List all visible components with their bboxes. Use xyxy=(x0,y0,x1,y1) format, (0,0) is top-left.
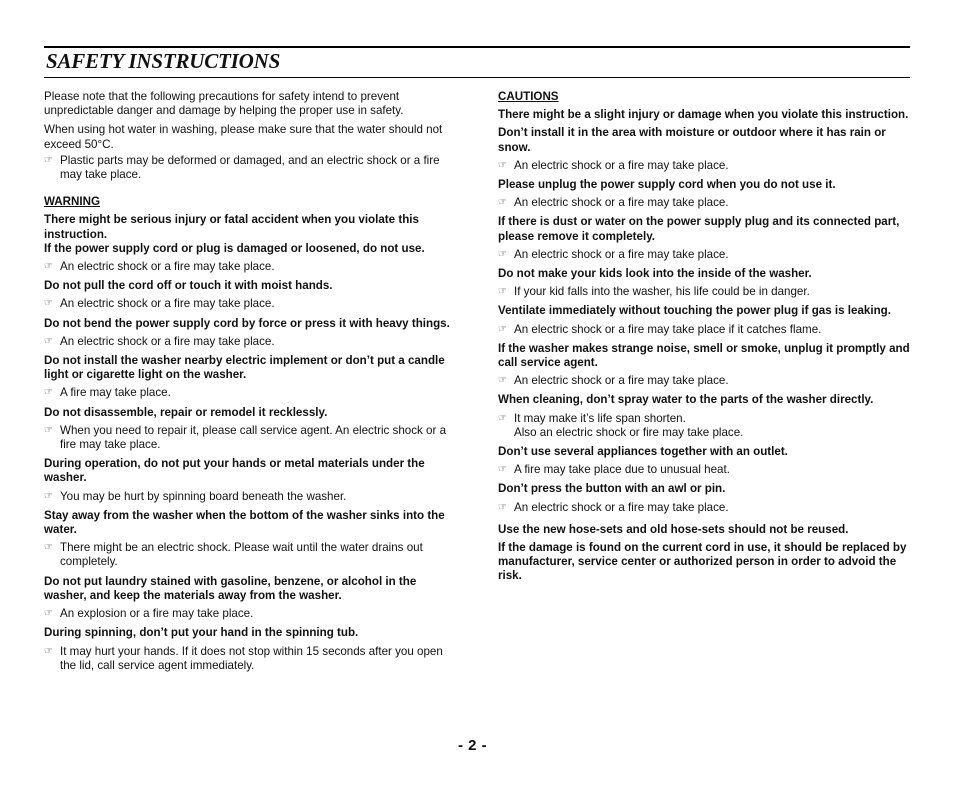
note xyxy=(498,196,912,210)
caution-item-title: Please unplug the power supply cord when you do not use it. xyxy=(498,178,836,192)
note xyxy=(44,260,462,274)
pointing-hand-icon: ☞ xyxy=(498,286,507,298)
warning-item-title: Do not bend the power supply cord by force or press it with heavy things. xyxy=(44,316,450,330)
cautions-subheading: There might be a slight injury or damage when you violate this instruction. xyxy=(498,108,909,122)
warning-subheading: There might be serious injury or fatal accident when you violate this instruction. xyxy=(44,213,419,241)
caution-item-title: Don’t press the button with an awl or pin. xyxy=(498,482,726,496)
note-text xyxy=(514,412,912,440)
caution-item-title: Don’t use several appliances together with an outlet. xyxy=(498,445,788,459)
warning-item-title: If the power supply cord or plug is damaged or loosened, do not use. xyxy=(44,241,425,255)
note-text: You may be hurt by spinning board beneath the washer. xyxy=(60,489,347,503)
note xyxy=(498,501,912,515)
pointing-hand-icon: ☞ xyxy=(44,608,53,620)
note-line: Also an electric shock or fire may take place. xyxy=(514,425,744,439)
note-text: An electric shock or a fire may take place. xyxy=(514,247,729,261)
caution-item-title: When cleaning, don’t spray water to the parts of the washer directly. xyxy=(498,393,874,407)
note xyxy=(44,490,462,504)
hose-sets-notice: Use the new hose-sets and old hose-sets should not be reused. xyxy=(498,522,849,536)
warning-item-title: During spinning, don’t put your hand in the spinning tub. xyxy=(44,626,359,640)
pointing-hand-icon: ☞ xyxy=(498,197,507,209)
pointing-hand-icon: ☞ xyxy=(44,490,53,502)
note xyxy=(44,541,462,569)
pointing-hand-icon: ☞ xyxy=(44,154,53,166)
note xyxy=(44,386,462,400)
cord-replacement-notice: If the damage is found on the current cord in use, it should be replaced by manufacturer, service center or authorized person in order to advoid the risk. xyxy=(498,541,907,583)
warning-item-title: Do not put laundry stained with gasoline, benzene, or alcohol in the washer, and keep the materials away from the washer. xyxy=(44,574,417,602)
note-text: If your kid falls into the washer, his life could be in danger. xyxy=(514,285,810,299)
caution-item-title: Do not make your kids look into the inside of the washer. xyxy=(498,267,812,281)
warning-item-title: During operation, do not put your hands or metal materials under the washer. xyxy=(44,457,425,485)
cautions-heading: CAUTIONS xyxy=(498,90,559,103)
note xyxy=(44,335,462,349)
pointing-hand-icon: ☞ xyxy=(498,501,507,513)
note-text: A fire may take place. xyxy=(60,386,171,400)
note xyxy=(44,645,462,673)
note xyxy=(498,323,912,337)
note-text: An electric shock or a fire may take place if it catches flame. xyxy=(514,322,822,336)
note xyxy=(498,285,912,299)
intro-paragraph: Please note that the following precautions for safety intend to prevent unpredictable danger and damage by helping the proper use in safety. xyxy=(44,90,404,118)
note xyxy=(498,463,912,477)
hot-water-paragraph: When using hot water in washing, please make sure that the water should not exceed 50°C. xyxy=(44,123,443,151)
note xyxy=(498,248,912,262)
caution-item-title: Ventilate immediately without touching the power plug if gas is leaking. xyxy=(498,304,891,318)
pointing-hand-icon: ☞ xyxy=(498,412,507,424)
note xyxy=(44,607,462,621)
note-text: An explosion or a fire may take place. xyxy=(60,607,254,621)
pointing-hand-icon: ☞ xyxy=(498,323,507,335)
warning-item-title: Stay away from the washer when the bottom of the washer sinks into the water. xyxy=(44,508,445,537)
note-text: It may hurt your hands. If it does not stop within 15 seconds after you open the lid, call service agent immediately. xyxy=(60,644,443,672)
note-text: An electric shock or a fire may take place. xyxy=(60,334,275,348)
note-text: An electric shock or a fire may take place. xyxy=(514,196,729,210)
pointing-hand-icon: ☞ xyxy=(498,248,507,260)
left-column xyxy=(44,90,462,678)
note-text: Plastic parts may be deformed or damaged, and an electric shock or a fire may take place. xyxy=(60,153,440,182)
note xyxy=(44,297,462,311)
caution-item-title: Don’t install it in the area with moisture or outdoor where it has rain or snow. xyxy=(498,126,886,154)
caution-item-title: If there is dust or water on the power supply plug and its connected part, please remove it completely. xyxy=(498,215,900,243)
warning-item-title: Do not install the washer nearby electric implement or don’t put a candle light or cigarette light on the washer. xyxy=(44,354,445,382)
pointing-hand-icon: ☞ xyxy=(44,424,53,436)
note-text: There might be an electric shock. Please wait until the water drains out completely. xyxy=(60,541,423,569)
pointing-hand-icon: ☞ xyxy=(44,335,53,347)
title-underline-rule xyxy=(44,77,910,78)
note xyxy=(498,374,912,388)
pointing-hand-icon: ☞ xyxy=(498,375,507,387)
top-rule xyxy=(44,46,910,48)
pointing-hand-icon: ☞ xyxy=(498,464,507,476)
right-column xyxy=(498,90,912,588)
pointing-hand-icon: ☞ xyxy=(44,645,53,657)
note-text: When you need to repair it, please call service agent. An electric shock or a fire may take place. xyxy=(60,423,447,452)
note xyxy=(44,154,462,182)
page-title: SAFETY INSTRUCTIONS xyxy=(46,49,281,73)
pointing-hand-icon: ☞ xyxy=(44,387,53,399)
note-text: An electric shock or a fire may take place. xyxy=(60,297,275,311)
note xyxy=(498,159,912,173)
pointing-hand-icon: ☞ xyxy=(44,542,53,554)
warning-item-title: Do not pull the cord off or touch it with moist hands. xyxy=(44,279,333,293)
note-text: An electric shock or a fire may take place. xyxy=(514,500,729,514)
note-text: A fire may take place due to unusual heat. xyxy=(514,463,730,477)
note xyxy=(498,412,912,440)
pointing-hand-icon: ☞ xyxy=(44,261,53,273)
note-line: It may make it’s life span shorten. xyxy=(514,411,686,425)
note-text: An electric shock or a fire may take place. xyxy=(60,260,275,274)
page-number: - 2 - xyxy=(458,737,488,754)
note xyxy=(44,424,462,452)
pointing-hand-icon: ☞ xyxy=(498,159,507,171)
warning-heading: WARNING xyxy=(44,195,101,209)
warning-item-title: Do not disassemble, repair or remodel it recklessly. xyxy=(44,405,328,419)
caution-item-title: If the washer makes strange noise, smell or smoke, unplug it promptly and call service agent. xyxy=(498,341,910,370)
pointing-hand-icon: ☞ xyxy=(44,298,53,310)
note-text: An electric shock or a fire may take place. xyxy=(514,374,729,388)
note-text: An electric shock or a fire may take place. xyxy=(514,158,729,172)
